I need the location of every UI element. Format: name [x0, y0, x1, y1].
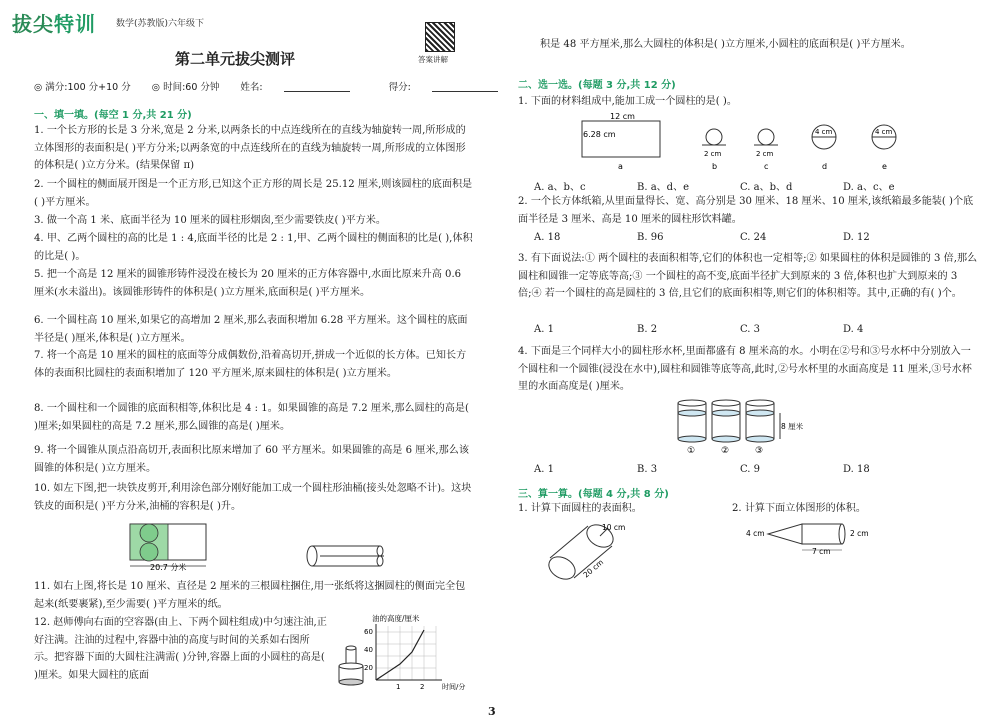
option[interactable]: A. 1: [534, 464, 554, 475]
fill-q1: 1. 一个长方形的长是 3 分米,宽是 2 分米,以两条长的中点连线所在的直线为轴旋转一周,所形成的立体图形的表面积是( )平方分米;以两条宽的中点连线所在的直线为轴旋转一周,所形成的立体图形的体积是( )立方分米。(结果保留 π): [34, 125, 466, 172]
option[interactable]: A. 1: [534, 324, 554, 335]
option[interactable]: C. a、b、d: [740, 182, 793, 193]
rect-width-label: 12 cm: [610, 113, 635, 121]
fill-q5: 5. 把一个高是 12 厘米的圆锥形铸件浸没在棱长为 20 厘米的正方体容器中,水面比原来升高 0.6 厘米(水未溢出)。该圆锥形铸件的体积是( )立方厘米,底面积是( )平方厘米。: [34, 269, 462, 298]
fill-q6: 6. 一个圆柱高 10 厘米,如果它的高增加 2 厘米,那么表面积增加 6.28 平方厘米。这个圆柱的底面半径是( )厘米,体积是( )立方厘米。: [34, 315, 468, 344]
page-title: 第二单元拔尖测评: [175, 50, 296, 68]
option[interactable]: C. 9: [740, 464, 761, 475]
cylinder-figure: [530, 520, 640, 595]
oil-height-graph: [362, 612, 482, 692]
option[interactable]: B. a、d、e: [637, 182, 689, 193]
option[interactable]: C. 3: [740, 324, 761, 335]
graph-tick-40: 40: [364, 646, 373, 654]
fig-c-size: 2 cm: [756, 150, 774, 158]
graph-tick-20: 20: [364, 664, 373, 672]
choice-q4-options: [534, 464, 946, 475]
option[interactable]: D. 12: [843, 232, 870, 243]
fill-q10: 10. 如左下图,把一块铁皮剪开,利用涂色部分刚好能加工成一个圆柱形油桶(接头处忽略不计)。这块铁皮的面积是( )平方分米,油桶的容积是( )升。: [34, 483, 472, 512]
graph-x-label: 时间/分: [442, 683, 466, 691]
cone-height-label: 4 cm: [746, 529, 765, 538]
sheet-figure: [124, 522, 214, 572]
cone-cylinder-figure: [746, 520, 896, 560]
cups-figure: [668, 397, 808, 457]
qr-code-icon[interactable]: [425, 22, 455, 52]
fig-b-size: 2 cm: [704, 150, 722, 158]
page-number: 3: [488, 705, 496, 718]
choice-q2: 2. 一个长方体纸箱,从里面量得长、宽、高分别是 30 厘米、18 厘米、10 厘米,该纸箱最多能装( )个底面半径是 3 厘米、高是 10 厘米的圆柱形饮料罐。: [518, 196, 974, 225]
rect-height-label: 6.28 cm: [583, 130, 616, 139]
sheet-width-label: 20.7 分米: [150, 563, 187, 572]
section-calc-title: 三、算一算。(每题 4 分,共 8 分): [518, 489, 669, 500]
option[interactable]: D. 4: [843, 324, 864, 335]
fill-q8: 8. 一个圆柱和一个圆锥的底面积相等,体积比是 4 : 1。如果圆锥的高是 7.2 厘米,那么圆柱的高是( )厘米;如果圆柱的高是 7.2 厘米,那么圆锥的高是( )厘米。: [34, 403, 469, 432]
fig-a-label: a: [618, 162, 623, 171]
cyl-height-label: 20 cm: [581, 557, 606, 580]
fig-d-label: d: [822, 162, 828, 171]
choice-q3: 3. 有下面说法:① 两个圆柱的表面积相等,它们的体积也一定相等;② 如果圆柱的体积是圆锥的 3 倍,那么圆柱和圆锥一定等底等高;③ 一个圆柱的高不变,底面半径扩大到原来的 3 倍,体积也扩大到原来的 3 倍;④ 若一个圆柱的高是圆柱的 3 倍,且它们的底面积相等,则它们的体积相等。其中,正确的有( )个。: [518, 253, 978, 300]
cup-3-label: ③: [755, 446, 764, 456]
grade-field[interactable]: 得分:: [389, 82, 516, 93]
fig-e-size: 4 cm: [875, 128, 893, 136]
choice-q4: 4. 下面是三个同样大小的圆柱形水杯,里面都盛有 8 厘米高的水。小明在②号和③号水杯中分别放入一个圆柱和一个圆锥(浸没在水中),圆柱和圆锥等底等高,此时,②号水杯里的水面高度是 11 厘米,③号水杯里的水面高度是( )厘米。: [518, 346, 972, 393]
fill-q12: 12. 赵师傅向右面的空容器(由上、下两个圆柱组成)中匀速注油,正好注满。注油的过程中,容器中油的高度与时间的关系如右图所示。把容器下面的大圆柱注满需( )分钟,容器上面的小圆柱的高是( )厘米。如果大圆柱的底面: [34, 617, 327, 682]
section-fill-title: 一、填一填。(每空 1 分,共 21 分): [34, 110, 192, 121]
fig-b-label: b: [712, 162, 718, 171]
option[interactable]: D. 18: [843, 464, 870, 475]
choice-q1: 1. 下面的材料组成中,能加工成一个圆柱的是( )。: [518, 96, 737, 107]
option[interactable]: C. 24: [740, 232, 767, 243]
materials-figure: [566, 113, 916, 175]
option[interactable]: A. a、b、c: [534, 182, 586, 193]
qr-label: 答案讲解: [418, 55, 448, 64]
graph-tick-x1: 1: [396, 683, 401, 691]
calc-q1: 1. 计算下面圆柱的表面积。: [518, 503, 642, 514]
score-info: ◎ 满分:100 分+10 分: [34, 82, 131, 93]
calc-q2: 2. 计算下面立体图形的体积。: [732, 503, 866, 514]
choice-q1-options: [534, 178, 946, 193]
cup-1-label: ①: [687, 446, 696, 456]
option[interactable]: D. a、c、e: [843, 182, 895, 193]
bundle-figure: [300, 540, 390, 570]
book-title: 数学(苏教版)六年级下: [116, 19, 205, 29]
cyl-radius-label: 10 cm: [602, 523, 626, 532]
option[interactable]: B. 96: [637, 232, 664, 243]
fig-c-label: c: [764, 162, 769, 171]
graph-tick-x2: 2: [420, 683, 425, 691]
name-field[interactable]: 姓名:: [240, 82, 367, 93]
meta-row: [34, 79, 534, 93]
choice-q2-options: [534, 232, 946, 243]
cup-2-label: ②: [721, 446, 730, 456]
cup-height-label: 8 厘米: [781, 422, 804, 431]
section-choice-title: 二、选一选。(每题 3 分,共 12 分): [518, 80, 676, 91]
cylinder-length-label: 7 cm: [812, 547, 831, 556]
fill-q2: 2. 一个圆柱的侧面展开图是一个正方形,已知这个正方形的周长是 25.12 厘米,则该圆柱的底面积是( )平方厘米。: [34, 179, 473, 208]
time-info: ◎ 时间:60 分钟: [151, 82, 220, 93]
fill-q3: 3. 做一个高 1 米、底面半径为 10 厘米的圆柱形烟囱,至少需要铁皮( )平方米。: [34, 215, 386, 226]
cylinder-radius-label: 2 cm: [850, 529, 869, 538]
fig-d-size: 4 cm: [815, 128, 833, 136]
brand-logo: 拔尖特训: [12, 12, 96, 36]
option[interactable]: B. 2: [637, 324, 658, 335]
fig-e-label: e: [882, 162, 887, 171]
fill-q9: 9. 将一个圆锥从顶点沿高切开,表面积比原来增加了 60 平方厘米。如果圆锥的高是 6 厘米,那么该圆锥的体积是( )立方厘米。: [34, 445, 469, 474]
fill-q4: 4. 甲、乙两个圆柱的高的比是 1 : 4,底面半径的比是 2 : 1,甲、乙两个圆柱的侧面积的比是( ),体积的比是( )。: [34, 233, 473, 262]
fill-q7: 7. 将一个高是 10 厘米的圆柱的底面等分成偶数份,沿着高切开,拼成一个近似的长方体。已知长方体的表面积比圆柱的表面积增加了 120 平方厘米,原来圆柱的体积是( )立方厘米。: [34, 350, 467, 379]
option[interactable]: A. 18: [534, 232, 561, 243]
graph-y-label: 油的高度/厘米: [372, 614, 420, 623]
choice-q3-options: [534, 324, 946, 335]
fill-q12-cont: 积是 48 平方厘米,那么大圆柱的体积是( )立方厘米,小圆柱的底面积是( )平方厘米。: [540, 39, 911, 50]
graph-tick-60: 60: [364, 628, 373, 636]
option[interactable]: B. 3: [637, 464, 658, 475]
fill-q11: 11. 如右上图,将长是 10 厘米、直径是 2 厘米的三根圆柱捆住,用一张纸将这捆圆柱的侧面完全包起来(纸要裹紧),至少需要( )平方厘米的纸。: [34, 581, 466, 610]
